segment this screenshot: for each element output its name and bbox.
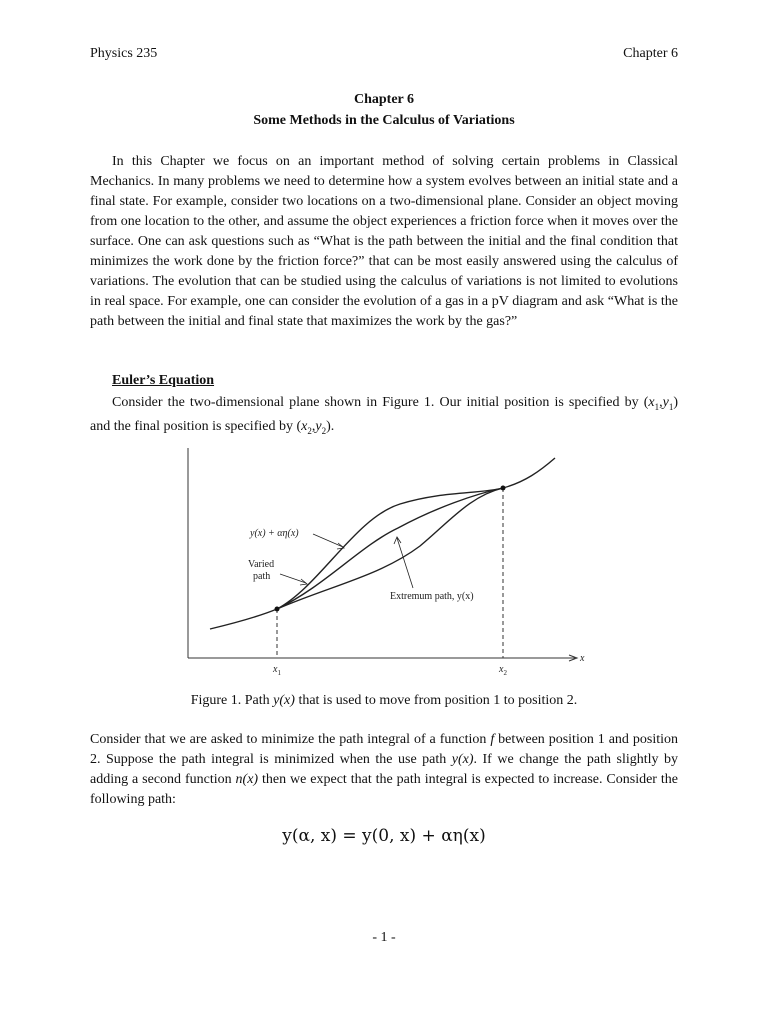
path-equation: y(α, x) = y(0, x) + αη(x) bbox=[282, 826, 486, 846]
label-varied-path-line2: path bbox=[253, 571, 271, 582]
leader-varied-path bbox=[280, 574, 306, 583]
chapter-title: Chapter 6 bbox=[353, 92, 415, 107]
figure-1-diagram bbox=[180, 446, 600, 686]
curve-right-extension bbox=[503, 458, 555, 488]
label-varied-curve: y(x) + αη(x) bbox=[250, 528, 299, 539]
label-varied-path-line1: Varied bbox=[248, 559, 275, 570]
figure-caption: Figure 1. Path y(x) that is used to move from position 1 to position 2. bbox=[190, 693, 578, 708]
x-axis-label: x bbox=[580, 653, 585, 664]
tick-x1: $x_1$ bbox=[273, 664, 281, 677]
intro-paragraph: In this Chapter we focus on an important method of solving certain problems in Classical Mechanics. In many problems we need to determine how a system evolves between an initial state and a final state. For example, consider two locations on a two-dimensional plane. Consider an object moving from one location to the other, and assume the object experiences a friction force when it moves over the surface. One can ask questions such as “What is the path between the initial and the final condition that minimizes the work done by the friction force?” that can be most easily answered using the calculus of variations. The evolution that can be studied using the calculus of variations is not limited to evolutions in real space. For example, one can consider the evolution of a gas in a pV diagram and ask “What is the path between the initial and final state that maximizes the work by the gas?” bbox=[90, 154, 678, 329]
section-heading: Euler’s Equation bbox=[112, 373, 215, 388]
running-header-left: Physics 235 bbox=[90, 46, 158, 61]
path-integral-paragraph: Consider that we are asked to minimize the path integral of a function f between position 1 and position 2. Suppose the path integral is minimized when the use path y(x). If we change the path slightly by adding a second function n(x) then we expect that the path integral is expected to increase. Consider the following path: bbox=[90, 732, 678, 807]
start-point bbox=[275, 607, 280, 612]
leader-extremum bbox=[397, 538, 413, 588]
running-header-right: Chapter 6 bbox=[623, 46, 678, 61]
tick-x2: $x_2$ bbox=[499, 664, 507, 677]
page-number: - 1 - bbox=[372, 930, 396, 945]
curve-left-extension bbox=[210, 609, 277, 629]
euler-paragraph: Consider the two-dimensional plane shown in Figure 1. Our initial position is specified by $(x_1,y_1)$ and the final position is specified by $(x_2,y_2)$. bbox=[90, 395, 678, 436]
chapter-subtitle: Some Methods in the Calculus of Variations bbox=[253, 113, 515, 128]
end-point bbox=[501, 486, 506, 491]
label-extremum-path: Extremum path, y(x) bbox=[390, 591, 474, 602]
leader-varied-curve bbox=[313, 534, 343, 547]
